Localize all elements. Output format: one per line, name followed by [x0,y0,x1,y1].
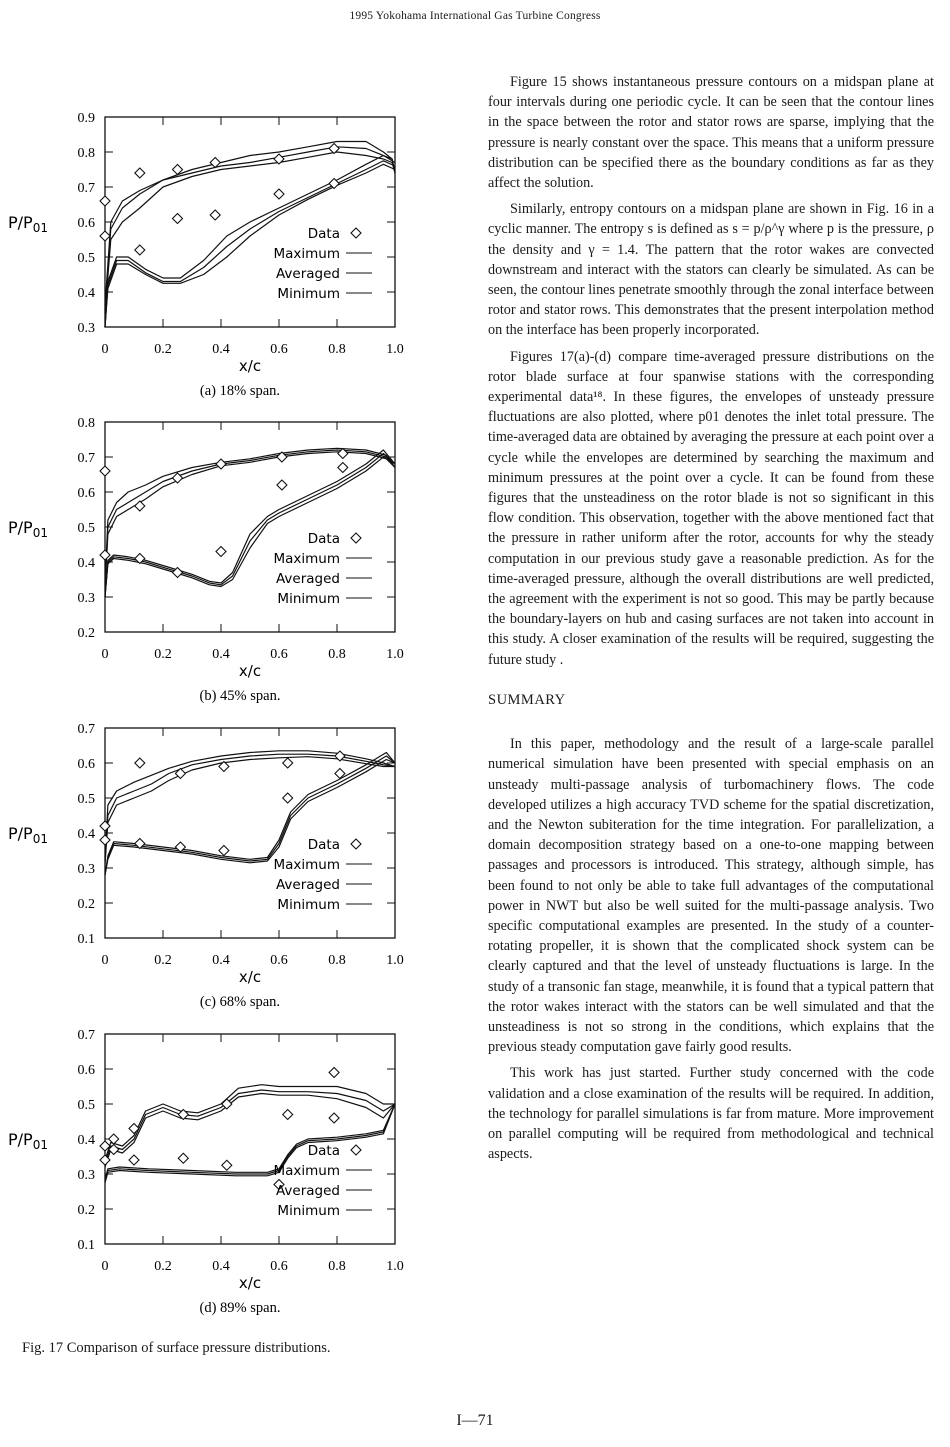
plot-frame [105,422,395,632]
y-tick-label: 0.2 [77,897,95,912]
section-heading: SUMMARY [488,691,566,708]
data-point [277,480,287,490]
x-tick-label: 0.6 [270,342,288,357]
series-line [105,454,395,598]
legend-label: Averaged [275,266,340,282]
x-tick-label: 1.0 [386,1259,404,1274]
y-tick-label: 0.5 [77,521,95,536]
data-point [222,1160,232,1170]
series-line [105,1085,395,1160]
y-tick-label: 0.7 [77,181,95,196]
y-tick-label: 0.4 [77,556,95,571]
y-axis-label: $P/P_{01}$ [8,824,48,846]
x-tick-label: 0.8 [328,1259,346,1274]
figure-caption: Fig. 17 Comparison of surface pressure distributions. [22,1340,331,1356]
legend-label: Data [307,226,340,242]
x-tick-label: 0.4 [212,953,230,968]
y-tick-label: 0.8 [77,146,95,161]
data-point [100,550,110,560]
x-axis-label: x/c [238,662,262,680]
x-tick-label: 0.2 [154,953,172,968]
data-point [210,210,220,220]
data-point [100,466,110,476]
data-point [329,1068,339,1078]
x-tick-label: 0.8 [328,953,346,968]
series-line [105,147,395,310]
chart-svg [0,716,470,1016]
x-tick-label: 1.0 [386,647,404,662]
y-axis-label-subscript: 01 [32,832,48,846]
figure-17c [0,716,470,1016]
subcaption: (a) 18% span. [199,383,281,399]
subcaption: (c) 68% span. [199,994,281,1010]
x-axis-label: x/c [238,968,262,986]
series-line [105,156,395,328]
series-line [105,1090,395,1164]
paragraph: Figures 17(a)-(d) compare time-averaged pressure distributions on the rotor blade surface at four spanwise stations with the corresponding experimental data¹⁸. In these figures, the envelopes of unsteady pressure fluctuations are also plotted, where p01 denotes the inlet total pressure. The time-averaged data are obtained by averaging the pressure at each point over a cycle while the envelopes are determined by searching the maximum and minimum pressures at the point over a cycle. It can be found from these figures that the unsteadiness on the rotor blade is not so significant in this flow condition. This observation, together with the above mentioned fact that the pressure in rather uniform after the rotor, accounts for why the steady computation in our previous study gave a reasonable prediction. As for the time-averaged pressure, although the overall distributions are well predicted, the agreement with the experiment is not so good. This may be partly because the boundary-layers on hub and casing surfaces are not taken into account in this study. A closer examination of the results will be required, suggesting the future study . [488,348,934,668]
subcaption: (d) 89% span. [199,1300,281,1316]
x-tick-label: 0.6 [270,953,288,968]
data-point [129,1155,139,1165]
legend-label: Minimum [277,286,340,302]
legend-marker [351,228,361,238]
legend-marker [351,1145,361,1155]
x-tick-label: 0.4 [212,647,230,662]
y-tick-label: 0.3 [77,862,95,877]
x-axis-label: x/c [238,357,262,375]
data-point [135,758,145,768]
y-tick-label: 0.6 [77,216,95,231]
y-tick-label: 0.7 [77,451,95,466]
y-tick-label: 0.2 [77,626,95,641]
x-tick-label: 0.4 [212,342,230,357]
data-point [216,547,226,557]
y-axis-label-subscript: 01 [32,1138,48,1152]
legend-marker [351,533,361,543]
y-tick-label: 0.8 [77,416,95,431]
x-tick-label: 0 [101,342,109,357]
data-point [135,501,145,511]
data-point [100,196,110,206]
x-tick-label: 0.6 [270,647,288,662]
y-tick-label: 0.6 [77,757,95,772]
chart-svg [0,410,470,710]
page-number: I—71 [456,1412,494,1429]
y-tick-label: 0.5 [77,251,95,266]
series-line [105,1094,395,1168]
x-tick-label: 0.2 [154,342,172,357]
y-tick-label: 0.4 [77,827,95,842]
data-point [173,214,183,224]
y-axis-label: $P/P_{01}$ [8,1130,48,1152]
running-head: 1995 Yokohama International Gas Turbine Congress [349,10,601,22]
legend-label: Data [307,1143,340,1159]
y-tick-label: 0.3 [77,1168,95,1183]
text-column [488,72,934,1170]
y-axis-label: $P/P_{01}$ [8,518,48,540]
legend-label: Minimum [277,1203,340,1219]
y-axis-label-subscript: 01 [32,221,48,235]
paragraph: Figure 15 shows instantaneous pressure contours on a midspan plane at four intervals during one periodic cycle. It can be seen that the contour lines in the space between the rotor and stator rows are sparse, implying that the pressure is nearly constant over the space. This means that a uniform pressure distribution can be specified there as the boundary conditions as far as they affect the solution. [488,74,934,192]
data-point [283,793,293,803]
chart-svg [0,1022,470,1322]
legend-label: Data [307,837,340,853]
y-tick-label: 0.5 [77,1098,95,1113]
series-line [105,756,395,875]
legend-label: Maximum [273,857,340,873]
data-point [216,459,226,469]
y-tick-label: 0.7 [77,1028,95,1043]
y-axis-label: $P/P_{01}$ [8,213,48,235]
x-tick-label: 1.0 [386,342,404,357]
series-line [105,457,395,597]
figure-17a [0,105,470,405]
y-tick-label: 0.6 [77,1063,95,1078]
legend-label: Averaged [275,571,340,587]
data-point [283,758,293,768]
y-tick-label: 0.3 [77,591,95,606]
series-line [105,1104,395,1181]
figure-17d [0,1022,470,1322]
legend-label: Averaged [275,877,340,893]
y-tick-label: 0.2 [77,1203,95,1218]
chart-svg [0,105,470,405]
series-line [105,450,395,597]
series-line [105,1104,395,1179]
x-tick-label: 0 [101,1259,109,1274]
legend-label: Minimum [277,897,340,913]
y-tick-label: 0.5 [77,792,95,807]
y-tick-label: 0.1 [77,1238,95,1253]
legend-label: Maximum [273,246,340,262]
x-tick-label: 0 [101,953,109,968]
data-point [100,835,110,845]
data-point [219,846,229,856]
series-line [105,161,395,327]
paragraph: Similarly, entropy contours on a midspan plane are shown in Fig. 16 in a cyclic manner. The entropy s is defined as s = p/ρ^γ where p is the pressure, ρ the density and γ = 1.4. The pattern that the rotor wakes are convected downstream and interact with the stators can clearly be simulated. As can be seen, the contour lines penetrate smoothly through the zonal interface between rotor and stator rows. This demonstrates that the present interpolation method on the interface has been properly incorporated. [488,201,934,339]
x-tick-label: 0.6 [270,1259,288,1274]
legend-label: Minimum [277,591,340,607]
series-line [105,751,395,858]
paragraph: In this paper, methodology and the result of a large-scale parallel numerical simulation have been presented with special emphasis on an unsteady multi-passage analysis of turbomachinery flows. The code developed utilizes a high accuracy TVD scheme for the spatial discretization, and the Newton subiteration for the time integration. For parallelization, a domain decomposition strategy based on a one-to-one mapping between passages and processors is introduced. This strategy, although simple, has been found to not only be able to take full advantages of the computational power in NWT but also be well suited for the multi-passage analysis. Two specific computational examples are presented. In the study of a counter-rotating propeller, it is shown that the complicated shock system can be clearly captured and that the level of unsteady fluctuations is large. In the study of a transonic fan stage, meanwhile, it is found that a typical pattern that the rotor wakes interact with the stators can be well simulated and that the unsteadiness is not so strong in the conditions, which explains that the previous steady computation gave fairly good results. [488,736,934,1056]
data-point [135,168,145,178]
y-tick-label: 0.4 [77,286,95,301]
subcaption: (b) 45% span. [199,688,281,704]
paragraph: This work has just started. Further study concerned with the code validation and a close examination of the results will be required. In addition, the technology for parallel simulations is far from mature. More improvement on parallel computing will be required from methodological and technical aspects. [488,1065,934,1163]
y-tick-label: 0.4 [77,1133,95,1148]
legend-label: Maximum [273,1163,340,1179]
series-line [105,753,395,876]
y-axis-label-subscript: 01 [32,526,48,540]
data-point [329,1113,339,1123]
x-tick-label: 0.8 [328,647,346,662]
y-tick-label: 0.6 [77,486,95,501]
y-tick-label: 0.3 [77,321,95,336]
x-tick-label: 0.2 [154,1259,172,1274]
x-tick-label: 0.4 [212,1259,230,1274]
data-point [178,1153,188,1163]
series-line [105,450,395,587]
legend-label: Maximum [273,551,340,567]
data-point [338,463,348,473]
y-tick-label: 0.1 [77,932,95,947]
figure-17b [0,410,470,710]
y-tick-label: 0.9 [77,111,95,126]
x-tick-label: 0.2 [154,647,172,662]
x-tick-label: 0.8 [328,342,346,357]
data-point [135,245,145,255]
x-tick-label: 0 [101,647,109,662]
legend-marker [351,839,361,849]
data-point [274,189,284,199]
legend-label: Data [307,531,340,547]
x-axis-label: x/c [238,1274,262,1292]
data-point [283,1110,293,1120]
legend-label: Averaged [275,1183,340,1199]
x-tick-label: 1.0 [386,953,404,968]
data-point [100,231,110,241]
y-tick-label: 0.7 [77,722,95,737]
